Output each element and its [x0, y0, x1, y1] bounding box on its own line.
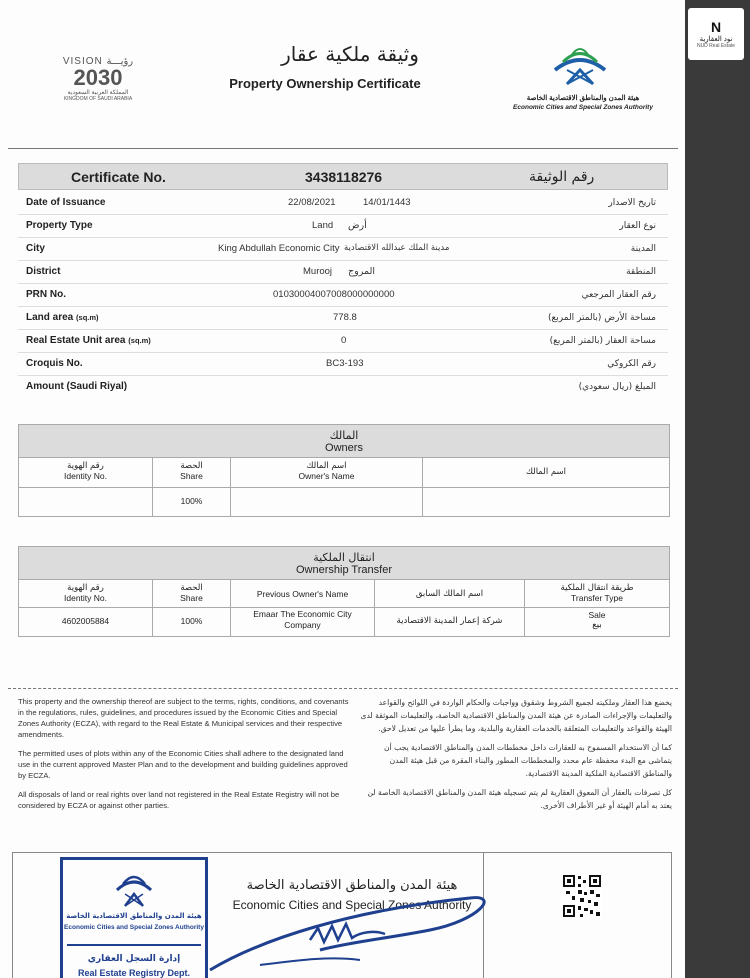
authority-name-ar: هيئة المدن والمناطق الاقتصادية الخاصة — [526, 95, 640, 102]
nud-logo-mark: N — [710, 19, 722, 35]
owner-name-cell — [231, 488, 423, 516]
col-share-en: Share — [180, 471, 203, 481]
row-label — [26, 312, 99, 323]
vision-year: 2030 — [73, 65, 123, 90]
page-title-en: Property Ownership Certificate — [229, 76, 421, 91]
stamp-authority-icon — [111, 866, 157, 910]
owner-identity-cell — [19, 488, 153, 516]
stamp-dept-ar: إدارة السجل العقاري — [87, 954, 181, 964]
row-label-unit: (sq.m) — [128, 336, 151, 345]
row-district — [18, 261, 668, 284]
row-croquis — [18, 353, 668, 376]
vision-country-en: KINGDOM OF SAUDI ARABIA — [63, 96, 133, 102]
nud-logo-badge — [688, 8, 744, 60]
nud-logo-sub: NUD Real Estate — [696, 43, 736, 49]
transfer-share-cell: 100% — [153, 608, 231, 636]
certificate-label-en: Certificate No. — [71, 169, 166, 185]
terms-ar-paragraph: كما أن الاستخدام المسموح به للعقارات داخل مخططات المدن والمناطق الاقتصادية يجب أن يتماشى مع البدء محفظة عام محدد والمخططات المطور والبناء المقرة من قبل هيئة المدن والمناطق الاقتصادية الملكية المدينة الاقتصادية. — [384, 743, 672, 778]
owner-share-cell: 100% — [153, 488, 231, 516]
transfer-header — [19, 547, 669, 580]
authority-name-en: Economic Cities and Special Zones Authority — [513, 104, 653, 111]
col-share-en: Share — [180, 593, 203, 603]
stamp-dept-en: Real Estate Registry Dept. — [77, 968, 191, 978]
row-value: 22/08/2021 — [288, 197, 336, 208]
stamp-name-ar: هيئة المدن والمناطق الاقتصادية الخاصة — [66, 912, 202, 920]
owners-section — [18, 424, 670, 517]
col-identity — [19, 580, 153, 607]
row-land-area — [18, 307, 668, 330]
row-value: Murooj — [303, 266, 333, 277]
stamp-divider — [67, 944, 201, 946]
terms-ar — [360, 696, 672, 818]
row-label: City — [26, 243, 45, 254]
row-value-2: أرض — [348, 220, 367, 231]
row-label-text: Land area — [26, 312, 74, 323]
nud-logo-title: نود العقارية — [699, 36, 733, 43]
terms-en-paragraph: All disposals of land or real rights over land not registered in the Real Estate Registry will not be considered by ECZA or against other parties. — [18, 790, 340, 810]
col-identity — [19, 458, 153, 487]
row-amount — [18, 376, 668, 399]
certificate-number-bar — [18, 163, 668, 190]
row-label-text: Real Estate Unit area — [26, 335, 126, 346]
signature-icon — [200, 880, 500, 978]
row-date-of-issuance — [18, 192, 668, 215]
row-label-ar: مساحة الأرض (بالمتر المربع) — [547, 313, 656, 323]
stamp-name-en: Economic Cities and Special Zones Authority — [64, 924, 204, 931]
owners-title-ar: المالك — [329, 429, 359, 442]
owners-title-en: Owners — [325, 442, 363, 454]
terms-en-paragraph: The permitted uses of plots within any of the Economic Cities shall adhere to the designated land use in the current approved Master Plan and to the development and building guidelines approved by ECZA. — [18, 749, 348, 780]
col-owner-ar: اسم المالك — [525, 467, 567, 477]
property-info-table — [18, 192, 668, 399]
transfer-row — [19, 608, 669, 636]
footer-authority-en: Economic Cities and Special Zones Authority — [232, 898, 472, 912]
certificate-label-ar: رقم الوثيقة — [529, 169, 595, 185]
col-identity-ar: رقم الهوية — [67, 461, 104, 471]
row-label-ar: المدينة — [630, 244, 656, 254]
registry-stamp — [60, 857, 208, 978]
col-transfer-type-en: Transfer Type — [571, 593, 623, 603]
col-owner — [423, 458, 669, 487]
row-label: Date of Issuance — [26, 197, 106, 208]
row-value-2: 14/01/1443 — [363, 197, 411, 208]
col-previous-owner-ar — [375, 580, 525, 607]
owners-header — [19, 425, 669, 458]
row-label: Croquis No. — [26, 358, 83, 369]
row-value-2: المروج — [348, 266, 375, 277]
col-share-ar: الحصة — [180, 583, 203, 593]
transfer-type-cell — [525, 608, 669, 636]
col-owner-name-en: Owner's Name — [298, 471, 355, 481]
col-identity-en: Identity No. — [64, 593, 107, 603]
transfer-previous-owner-ar: شركة إعمار المدينة الاقتصادية — [375, 608, 525, 636]
row-prn — [18, 284, 668, 307]
row-value: 01030004007008000000000 — [273, 289, 395, 300]
side-strip — [685, 0, 750, 978]
row-label — [26, 335, 151, 346]
col-share-ar: الحصة — [180, 461, 203, 471]
terms-en — [18, 696, 353, 819]
transfer-type-en: Sale — [588, 610, 606, 620]
authority-logo-icon — [545, 40, 615, 90]
row-label-unit: (sq.m) — [76, 313, 99, 322]
header-divider — [8, 148, 678, 149]
qr-code-icon — [562, 874, 602, 918]
row-label-ar: رقم الكروكي — [607, 359, 656, 369]
terms-ar-paragraph: كل تصرفات بالعقار أن المعوق العقارية لم يتم تسجيله هيئة المدن والمناطق الاقتصادية الخاصة لن يعتد به أمام الهيئة أو غير الأطراف الأخرى. — [367, 788, 672, 810]
row-label-ar: رقم العقار المرجعي — [581, 290, 656, 300]
row-value: BC3-193 — [326, 358, 364, 369]
row-label: Property Type — [26, 220, 93, 231]
row-value: Land — [312, 220, 334, 231]
ownership-transfer-section — [18, 546, 670, 637]
owner-cell — [423, 488, 669, 516]
row-value-2: مدينة الملك عبدالله الاقتصادية — [344, 243, 450, 253]
row-value: 778.8 — [333, 312, 357, 323]
row-city — [18, 238, 668, 261]
terms-ar-paragraph: يخضع هذا العقار وملكيته لجميع الشروط وشقوق وواجبات والحكام الواردة في اللوائح والقواعد والتعليمات والإجراءات الصادرة عن هيئة المدن والمناطق الاقتصادية الخاصة، والتعليمات الموثقة لدى الهيئة والقواعد والتعليمات المتعلقة بالخدمات العقارية والبلدية، وما يطرأ عليها من تعديل لاحق. — [360, 698, 672, 733]
col-identity-ar: رقم الهوية — [67, 583, 104, 593]
col-share — [153, 458, 231, 487]
row-label-ar: نوع العقار — [619, 221, 656, 231]
owners-column-headers — [19, 458, 669, 488]
row-value: King Abdullah Economic City — [218, 243, 340, 254]
col-transfer-type — [525, 580, 669, 607]
transfer-title-ar: انتقال الملكية — [313, 551, 375, 564]
col-owner-name-ar: اسم المالك — [306, 461, 347, 471]
transfer-identity-cell: 4602005884 — [19, 608, 153, 636]
transfer-column-headers — [19, 580, 669, 608]
row-label: PRN No. — [26, 289, 66, 300]
vision-label: VISION رؤيـــة — [62, 56, 134, 67]
page-title-ar: وثيقة ملكية عقار — [281, 42, 419, 66]
row-label-ar: مساحة العقار (بالمتر المربع) — [549, 336, 656, 346]
terms-divider — [8, 688, 678, 689]
row-label: District — [26, 266, 61, 277]
owners-row — [19, 488, 669, 516]
row-property-type — [18, 215, 668, 238]
col-transfer-type-ar: طريقة انتقال الملكية — [560, 583, 634, 593]
transfer-previous-owner-en: Emaar The Economic City Company — [231, 608, 375, 636]
vision-2030-logo — [62, 56, 134, 102]
row-value: 0 — [341, 335, 347, 346]
row-label-ar: المبلغ (ريال سعودي) — [578, 382, 656, 392]
terms-en-paragraph: This property and the ownership thereof are subject to the terms, rights, conditions, and covenants in the regulations, rules, guidelines, and procedures issued by the Economic Cities and Special Zones Authority (ECZA), with regard to the Real Estate & Municipal services and their respective amendments. — [18, 697, 349, 739]
col-previous-owner-en: Previous Owner's Name — [231, 580, 375, 607]
row-label-ar: المنطقة — [626, 267, 656, 277]
footer-authority-ar: هيئة المدن والمناطق الاقتصادية الخاصة — [246, 878, 458, 893]
row-label-ar: تاريخ الاصدار — [608, 198, 656, 208]
row-label: Amount (Saudi Riyal) — [26, 381, 128, 392]
col-share — [153, 580, 231, 607]
transfer-title-en: Ownership Transfer — [296, 564, 392, 576]
col-owner-name — [231, 458, 423, 487]
certificate-number: 3438118276 — [305, 169, 383, 185]
transfer-type-ar: بيع — [592, 620, 602, 630]
row-unit-area — [18, 330, 668, 353]
col-previous-owner-ar-text: اسم المالك السابق — [415, 589, 484, 599]
col-identity-en: Identity No. — [64, 471, 107, 481]
vision-country-ar: المملكة العربية السعودية — [67, 90, 129, 96]
